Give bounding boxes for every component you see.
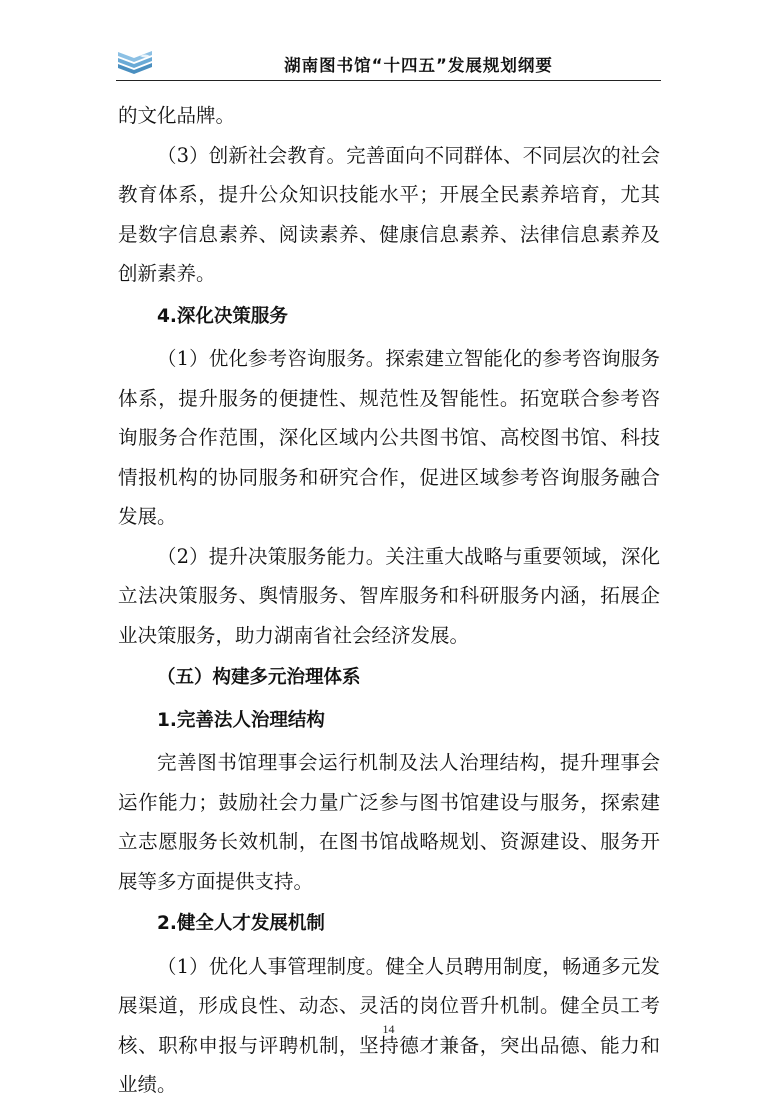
header-divider <box>116 80 661 81</box>
paragraph-social-education: （3）创新社会教育。完善面向不同群体、不同层次的社会教育体系，提升公众知识技能水平；开展全民素养培育，尤其是数字信息素养、阅读素养、健康信息素养、法律信息素养及创新素养。 <box>118 143 660 285</box>
heading-talent-development: 2.健全人才发展机制 <box>157 913 325 934</box>
header-title: 湖南图书馆“十四五”发展规划纲要 <box>284 56 553 75</box>
document-body <box>118 96 660 1105</box>
page-number: 14 <box>382 1022 395 1036</box>
heading-legal-governance: 1.完善法人治理结构 <box>157 709 325 731</box>
library-logo-icon <box>116 46 154 76</box>
paragraph-decision-capability: （2）提升决策服务能力。关注重大战略与重要领域，深化立法决策服务、舆情服务、智库服务和科研服务内涵，拓展企业决策服务，助力湖南省社会经济发展。 <box>118 544 660 647</box>
heading-decision-service: 4.深化决策服务 <box>157 305 288 327</box>
paragraph-continuation: 的文化品牌。 <box>118 104 236 127</box>
section-heading-governance: （五）构建多元治理体系 <box>157 667 361 688</box>
paragraph-governance-structure: 完善图书馆理事会运行机制及法人治理结构，提升理事会运作能力；鼓励社会力量广泛参与图书馆建设与服务，探索建立志愿服务长效机制，在图书馆战略规划、资源建设、服务开展等多方面提供支持。 <box>118 751 660 893</box>
page-header <box>116 46 661 82</box>
paragraph-reference-service: （1）优化参考咨询服务。探索建立智能化的参考咨询服务体系，提升服务的便捷性、规范性及智能性。拓宽联合参考咨询服务合作范围，深化区域内公共图书馆、高校图书馆、科技情报机构的协同服务和研究合作，促进区域参考咨询服务融合发展。 <box>118 347 660 528</box>
paragraph-personnel-management: （1）优化人事管理制度。健全人员聘用制度，畅通多元发展渠道，形成良性、动态、灵活的岗位晋升机制。健全员工考核、职称申报与评聘机制，坚持德才兼备，突出品德、能力和业绩。 <box>118 954 660 1096</box>
